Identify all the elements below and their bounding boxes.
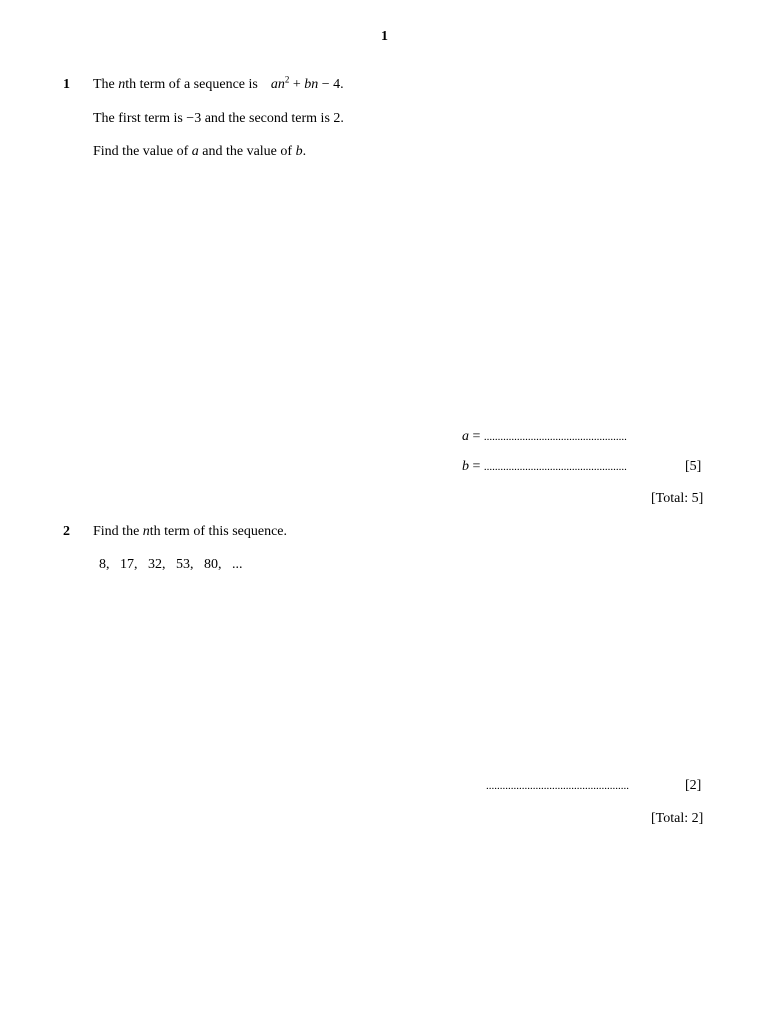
q1-n-var: n [118, 77, 126, 92]
answer-b-dots: .................................................... [483, 461, 627, 473]
q1-expr-end: − 4. [318, 77, 344, 92]
question-2-marks: [2] [685, 778, 702, 793]
answer-b-line[interactable] [462, 459, 627, 475]
question-1-total: [Total: 5] [651, 491, 704, 506]
question-2-stem [93, 524, 287, 540]
q1-expr-bn: bn [304, 77, 319, 92]
q2-n-var: n [142, 524, 150, 539]
answer-a-label: a [462, 429, 469, 444]
q1-text-mid: th term of a sequence is [125, 77, 258, 92]
question-1-stem [93, 74, 344, 93]
q1-find-pre: Find the value of [93, 144, 192, 159]
q2-text-pre: Find the [93, 524, 143, 539]
answer-a-dots: .................................................... [483, 431, 627, 443]
question-1-line2: The first term is −3 and the second term is 2. [93, 111, 344, 126]
q1-expr-sup: 2 [284, 74, 290, 85]
answer-q2-line[interactable] [486, 778, 629, 794]
q1-find-mid: and the value of [198, 144, 296, 159]
q1-text-pre: The [93, 77, 119, 92]
q1-find-a: a [191, 144, 199, 159]
question-2-number: 2 [63, 524, 70, 539]
answer-a-line[interactable] [462, 429, 627, 445]
page-number: 1 [381, 29, 388, 44]
question-2-sequence: 8, 17, 32, 53, 80, ... [99, 557, 243, 572]
answer-a-eq: = [469, 429, 481, 444]
q1-expr-an: an [270, 77, 285, 92]
q2-text-end: th term of this sequence. [149, 524, 288, 539]
question-1-line3 [93, 144, 306, 160]
question-2-total: [Total: 2] [651, 811, 704, 826]
answer-q2-dots: .................................................... [486, 780, 629, 792]
q1-expr-plus: + [289, 77, 305, 92]
q1-find-end: . [302, 144, 307, 159]
question-1-marks: [5] [685, 459, 702, 474]
answer-b-eq: = [469, 459, 481, 474]
answer-b-label: b [462, 459, 469, 474]
q1-find-b: b [295, 144, 303, 159]
question-1-number: 1 [63, 77, 70, 92]
